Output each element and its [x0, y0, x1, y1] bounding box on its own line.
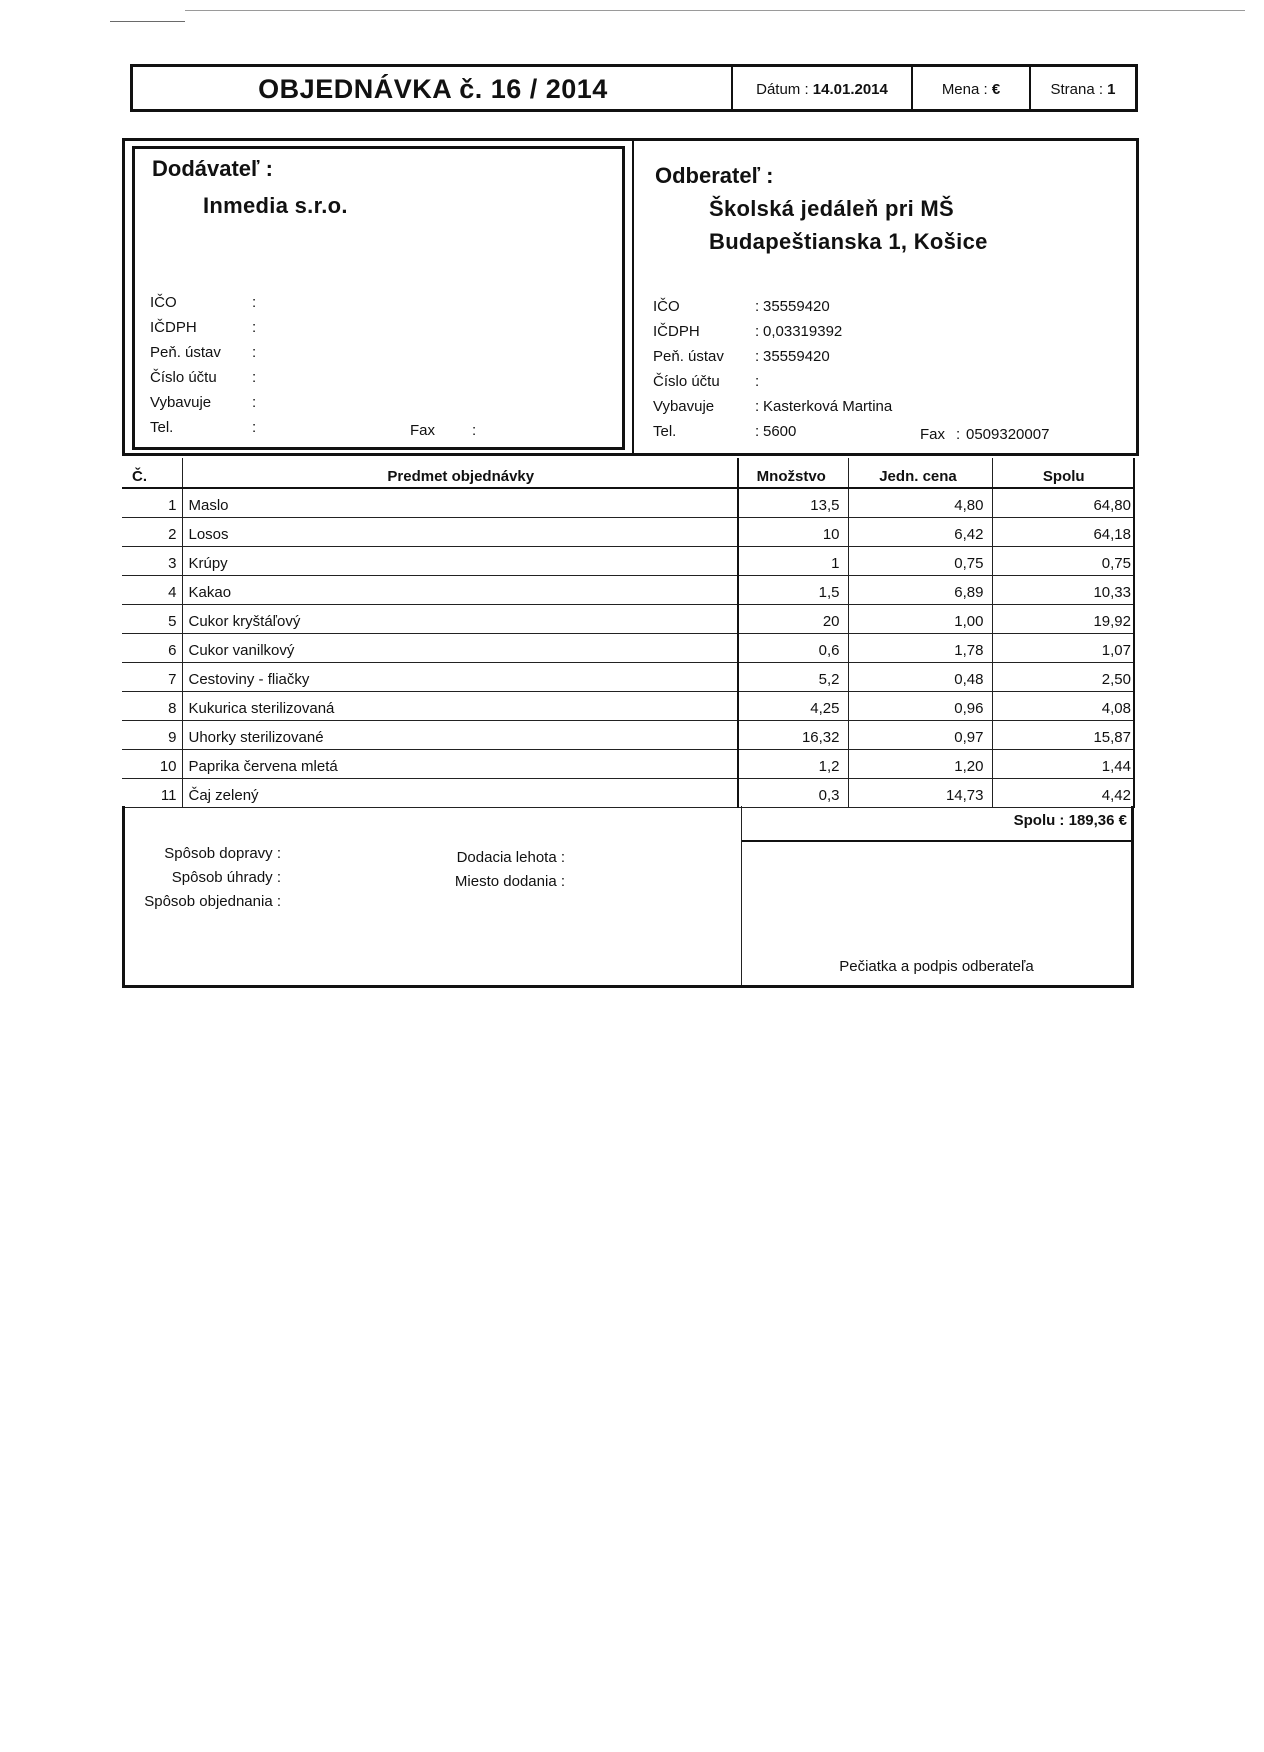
customer-fax-value: 0509320007 [966, 426, 1050, 443]
customer-fax-label: Fax [920, 426, 946, 443]
scan-edge [185, 10, 1245, 11]
customer-fax: Fax : 0509320007 [920, 422, 1120, 447]
page-label: Strana : [1050, 81, 1108, 98]
table-row: 10 Paprika červena mletá 1,2 1,20 1,44 [122, 749, 1134, 778]
grand-total-label: Spolu : [1013, 812, 1065, 829]
customer-field: Tel. : 5600 [653, 423, 797, 440]
currency-cell [911, 67, 1029, 109]
supplier-heading: Dodávateľ : [152, 156, 273, 181]
table-row: 2 Losos 10 6,42 64,18 [122, 517, 1134, 546]
supplier-field: Peň. ústav : [150, 344, 257, 361]
grand-total [742, 812, 1131, 829]
transport-label: Spôsob dopravy : [164, 845, 281, 862]
table-row: 4 Kakao 1,5 6,89 10,33 [122, 575, 1134, 604]
currency-label: Mena : [941, 81, 992, 98]
col-header-price: Jedn. cena [848, 458, 992, 488]
order-header [130, 64, 1138, 112]
supplier-fax: Fax : [410, 422, 477, 439]
col-header-qty: Množstvo [738, 458, 848, 488]
col-header-item: Predmet objednávky [182, 458, 738, 488]
grand-total-value: 189,36 € [1068, 812, 1127, 829]
table-row: 7 Cestoviny - fliačky 5,2 0,48 2,50 [122, 662, 1134, 691]
table-row: 6 Cukor vanilkový 0,6 1,78 1,07 [122, 633, 1134, 662]
order-terms-right [425, 846, 565, 894]
table-header-row [122, 458, 1134, 488]
page-cell [1029, 67, 1135, 109]
supplier-field: Číslo účtu : [150, 369, 257, 386]
customer-name: Školská jedáleň pri MŠ [709, 196, 955, 221]
supplier-name: Inmedia s.r.o. [203, 193, 348, 218]
date-value: 14.01.2014 [812, 81, 888, 98]
table-row: 1 Maslo 13,5 4,80 64,80 [122, 488, 1134, 517]
ordering-label: Spôsob objednania : [144, 893, 281, 910]
table-row: 9 Uhorky sterilizované 16,32 0,97 15,87 [122, 720, 1134, 749]
customer-field: IČDPH : 0,03319392 [653, 323, 843, 340]
order-title: OBJEDNÁVKA č. 16 / 2014 [258, 74, 608, 104]
supplier-field: Vybavuje : [150, 394, 257, 411]
customer-field: Číslo účtu : [653, 373, 760, 390]
order-items-table [122, 458, 1135, 808]
date-cell [731, 67, 911, 109]
order-footer [122, 806, 1134, 988]
col-header-no: Č. [122, 458, 182, 488]
currency-value: € [991, 81, 1001, 98]
delivery-place-label: Miesto dodania : [454, 873, 565, 890]
customer-field: Vybavuje : Kasterková Martina [653, 398, 893, 415]
table-row: 11 Čaj zelený 0,3 14,73 4,42 [122, 778, 1134, 807]
date-label: Dátum : [756, 81, 813, 98]
table-row: 5 Cukor kryštáľový 20 1,00 19,92 [122, 604, 1134, 633]
customer-field: IČO : 35559420 [653, 298, 830, 315]
payment-label: Spôsob úhrady : [171, 869, 281, 886]
customer-address: Budapeštianska 1, Košice [709, 229, 988, 254]
supplier-field: IČO : [150, 294, 257, 311]
table-row: 8 Kukurica sterilizovaná 4,25 0,96 4,08 [122, 691, 1134, 720]
col-header-total: Spolu [992, 458, 1134, 488]
parties-divider [632, 138, 634, 456]
supplier-field: IČDPH : [150, 319, 257, 336]
order-terms-left [131, 842, 281, 914]
supplier-field: Tel. : [150, 419, 257, 436]
stamp-signature-label: Pečiatka a podpis odberateľa [839, 958, 1034, 975]
customer-heading: Odberateľ : [655, 163, 774, 188]
customer-field: Peň. ústav : 35559420 [653, 348, 830, 365]
total-underline [742, 840, 1131, 842]
supplier-fax-label: Fax [410, 422, 436, 439]
scan-mark [110, 21, 185, 22]
delivery-time-label: Dodacia lehota : [456, 849, 565, 866]
table-row: 3 Krúpy 1 0,75 0,75 [122, 546, 1134, 575]
page-value: 1 [1107, 81, 1116, 98]
